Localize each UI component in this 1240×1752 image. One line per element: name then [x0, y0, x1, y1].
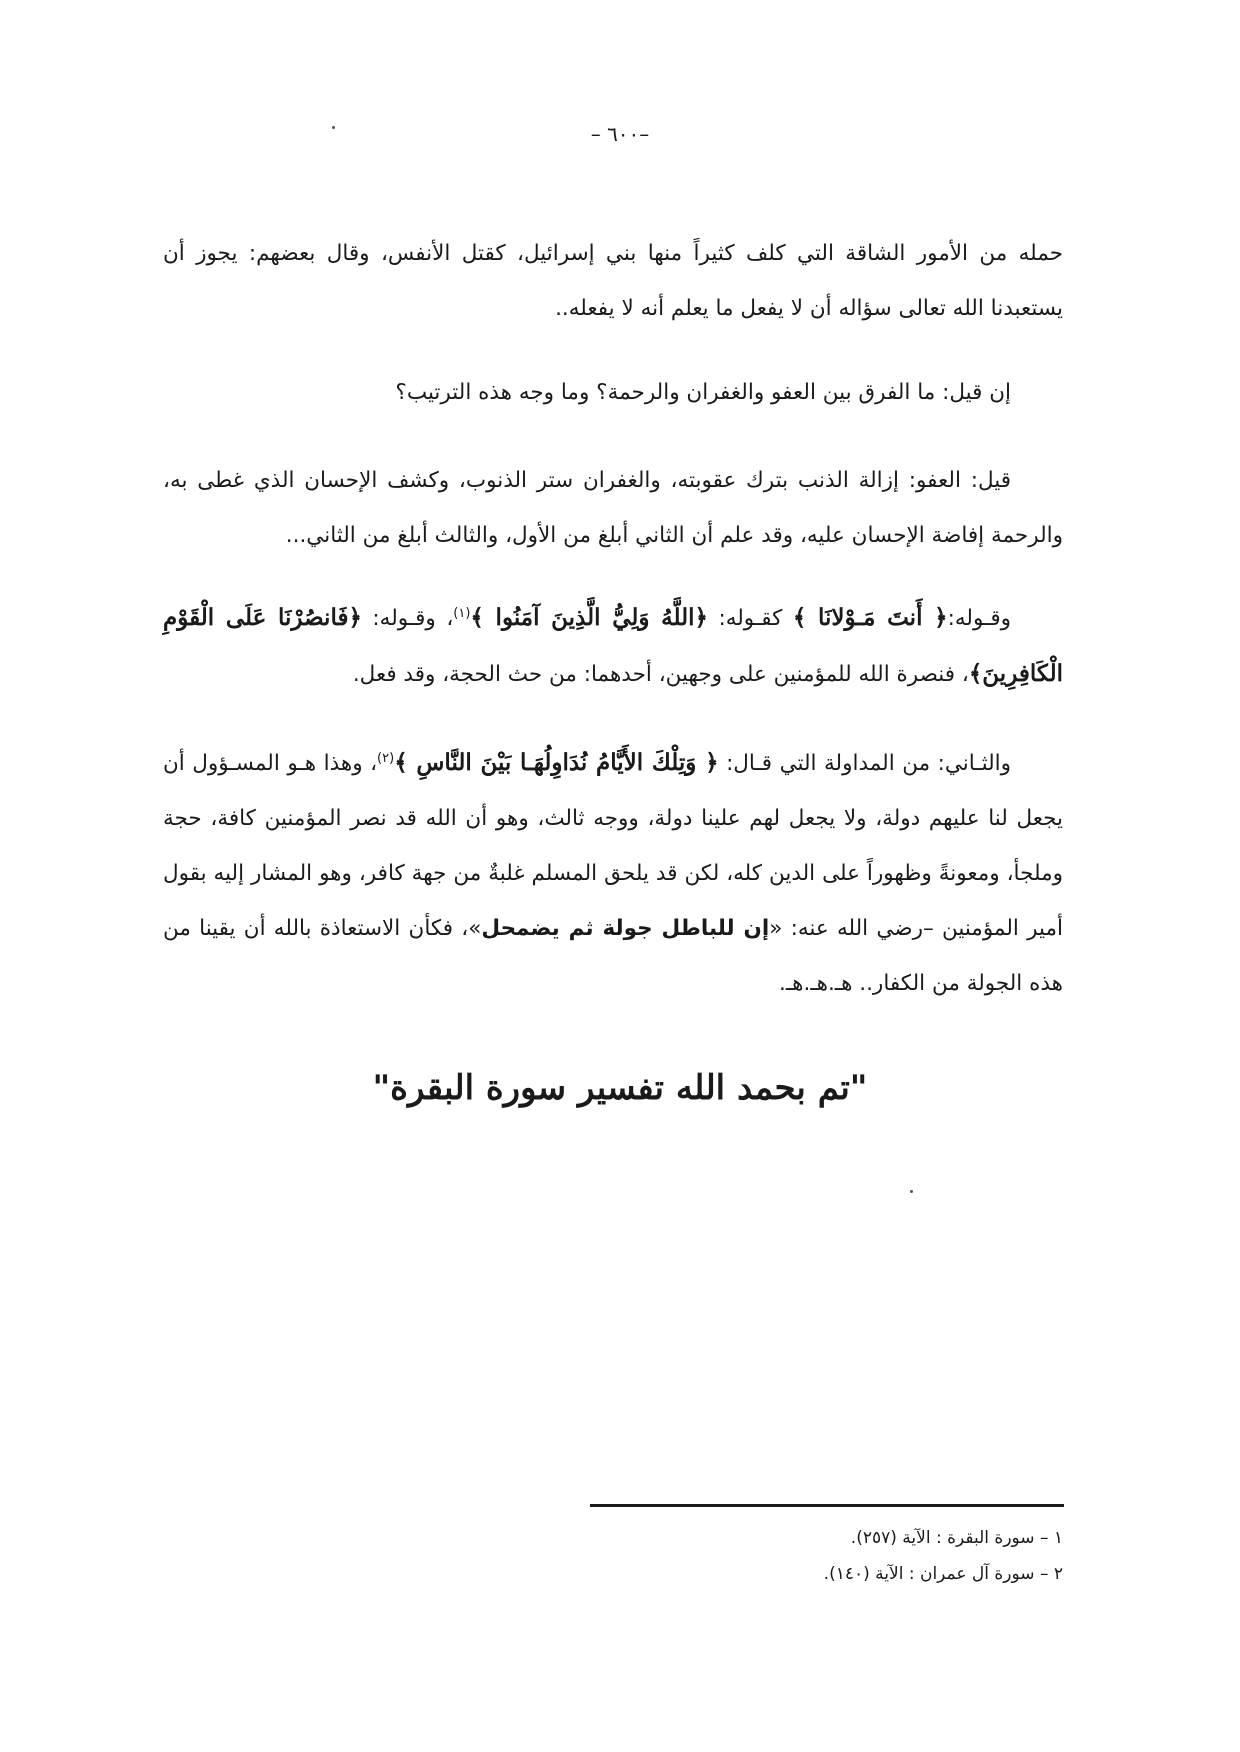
- page-body: [163, 365, 1063, 420]
- scan-speck: [910, 1190, 913, 1193]
- paragraph-5: [163, 735, 1063, 1011]
- footnote-2: ٢ – سورة آل عمران : الآية (١٤٠).: [823, 1564, 1063, 1584]
- quote-bold: إن للباطل جولة ثم يضمحل: [481, 916, 770, 941]
- text-run: ، وهذا هـو المسـؤول أن يجعل لنا عليهم دولة، ولا يجعل لهم علينا دولة، ووجه ثالث، وهو أن الله قد نصر المؤمنين كافة، حجة وملجأ، ومعونةً وظهوراً على الدين كله، لكن قد يلحق المسلم غلبةٌ من جهة كافر، وهو المشار إليه بقول أمير المؤمنين –رضي الله عنه: «: [163, 751, 1063, 941]
- page-body: [163, 590, 1063, 702]
- page-body: [163, 453, 1063, 563]
- page-number: –٦٠٠ –: [590, 122, 650, 146]
- paragraph-3: قيل: العفو: إزالة الذنب بترك عقوبته، والغفران ستر الذنوب، وكشف الإحسان الذي غطى به، والرحمة إفاضة الإحسان عليه، وقد علم أن الثاني أبلغ من الأول، والثالث أبلغ من الثاني...: [163, 468, 1063, 548]
- quran-verse: ﴿اللَّهُ وَلِيُّ الَّذِينَ آمَنُوا ﴾: [470, 604, 708, 631]
- text-run: ، وقـوله:: [361, 606, 454, 631]
- quran-verse: ﴿ وَتِلْكَ الأَيَّامُ نُدَاوِلُهَـا بَيْنَ النَّاسِ ﴾: [394, 749, 719, 776]
- footnote-ref-1: (١): [453, 605, 471, 621]
- quran-verse: ﴿ أَنتَ مَـوْلانَا ﴾: [792, 604, 948, 631]
- quran-verse: ﴿فَانصُرْنَا عَلَى الْقَوْمِ الْكَافِرِينَ﴾: [163, 604, 1063, 687]
- paragraph-2: إن قيل: ما الفرق بين العفو والغفران والرحمة؟ وما وجه هذه الترتيب؟: [395, 380, 1011, 405]
- page-body: [163, 735, 1063, 1011]
- paragraph-1: حمله من الأمور الشاقة التي كلف كثيراً منها بني إسرائيل، كقتل الأنفس، وقال بعضهم: يجوز أن يستعبدنا الله تعالى سؤاله أن لا يفعل ما يعلم أنه لا يفعله..: [163, 241, 1063, 321]
- text-run: كقـوله:: [707, 606, 793, 631]
- paragraph-4: [163, 590, 1063, 702]
- text-run: وقـوله:: [947, 606, 1012, 631]
- text-run: »، فكأن الاستعاذة بالله أن يقينا من هذه الجولة من الكفار.. هـ.هـ.هـ.: [163, 916, 1063, 996]
- scan-speck: [332, 126, 335, 129]
- closing-line: "تم بحمد الله تفسير سورة البقرة": [372, 1068, 868, 1108]
- page-body: [163, 226, 1063, 336]
- footnote-ref-2: (٢): [377, 750, 395, 766]
- footnote-divider: [590, 1504, 1064, 1507]
- text-run: والثـاني: من المداولة التي قـال:: [718, 751, 1012, 776]
- footnotes: [563, 1520, 1063, 1592]
- text-run: ، فنصرة الله للمؤمنين على وجهين، أحدهما: من حث الحجة، وقد فعل.: [352, 662, 969, 687]
- footnote-1: ١ – سورة البقرة : الآية (٢٥٧).: [850, 1528, 1063, 1548]
